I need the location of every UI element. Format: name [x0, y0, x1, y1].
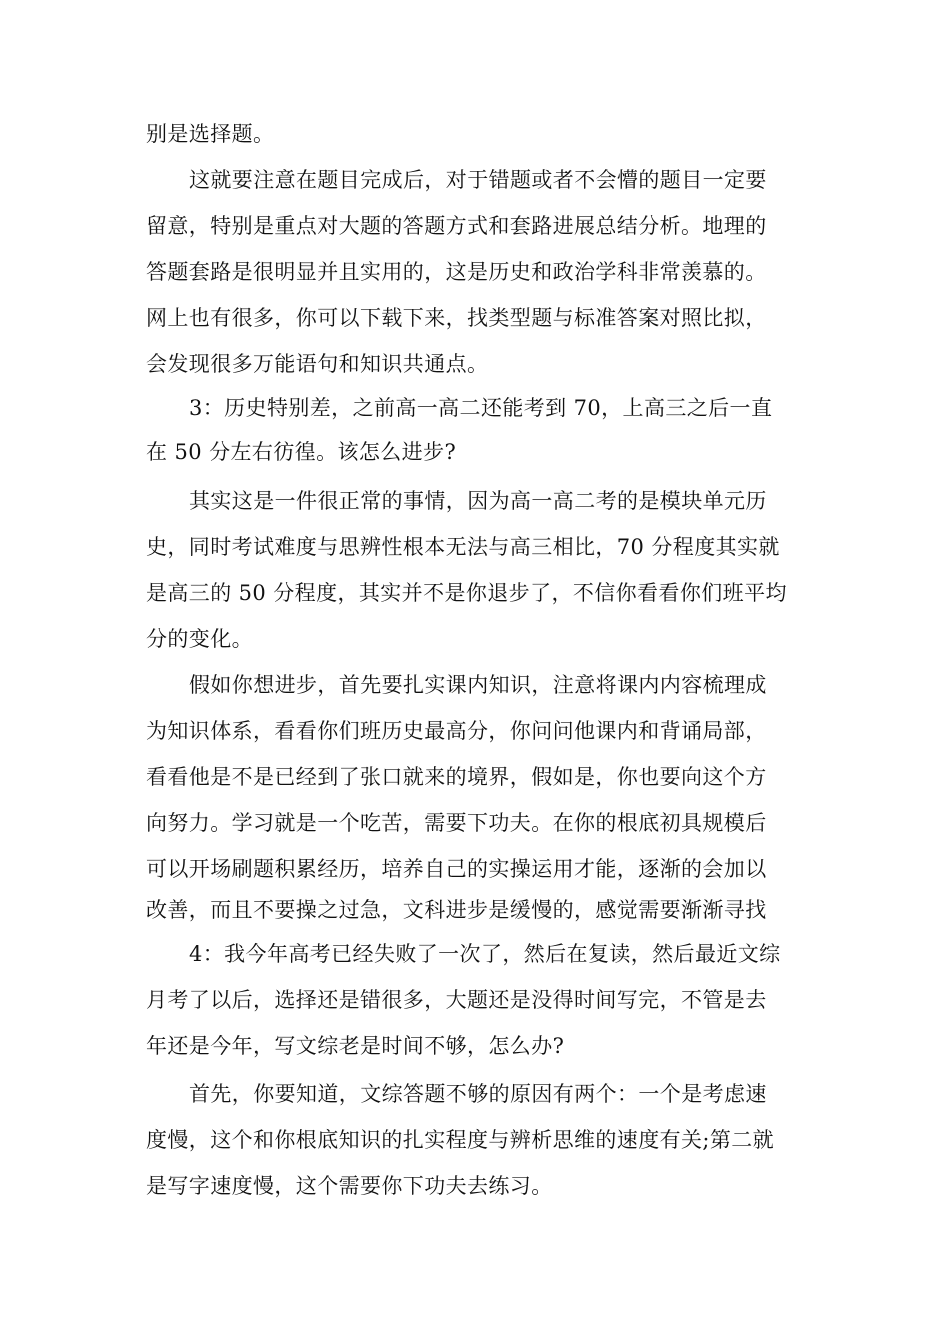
text-line: 史，同时考试难度与思辨性根本无法与高三相比，70 分程度其实就 — [146, 535, 780, 559]
text-line: 答题套路是很明显并且实用的，这是历史和政治学科非常羡慕的。 — [146, 260, 767, 284]
text-line: 度慢，这个和你根底知识的扎实程度与辨析思维的速度有关;第二就 — [146, 1128, 775, 1152]
text-line: 会发现很多万能语句和知识共通点。 — [146, 352, 489, 376]
text-line: 留意，特别是重点对大题的答题方式和套路进展总结分析。地理的 — [146, 214, 767, 238]
text-line: 改善，而且不要操之过急，文科进步是缓慢的，感觉需要渐渐寻找 — [146, 898, 767, 922]
text-line: 分的变化。 — [146, 627, 253, 651]
question-4-first-line: 4：我今年高考已经失败了一次了，然后在复读，然后最近文综 — [189, 942, 781, 966]
text-line: 年还是今年，写文综老是时间不够，怎么办? — [146, 1034, 565, 1058]
text-line: 是写字速度慢，这个需要你下功夫去练习。 — [146, 1174, 553, 1198]
paragraph-first-line: 假如你想进步，首先要扎实课内知识，注意将课内内容梳理成 — [189, 673, 767, 697]
text-line: 别是选择题。 — [146, 122, 275, 146]
text-line: 可以开场刷题积累经历，培养自己的实操运用才能，逐渐的会加以 — [146, 857, 767, 881]
text-line: 向努力。学习就是一个吃苦，需要下功夫。在你的根底初具规模后 — [146, 811, 767, 835]
text-line: 看看他是不是已经到了张口就来的境界，假如是，你也要向这个方 — [146, 765, 767, 789]
paragraph-first-line: 其实这是一件很正常的事情，因为高一高二考的是模块单元历 — [189, 489, 767, 513]
text-line: 月考了以后，选择还是错很多，大题还是没得时间写完，不管是去 — [146, 988, 767, 1012]
paragraph-first-line: 这就要注意在题目完成后，对于错题或者不会懵的题目一定要 — [189, 168, 767, 192]
text-line: 在 50 分左右彷徨。该怎么进步? — [146, 440, 457, 464]
question-3-first-line: 3：历史特别差，之前高一高二还能考到 70，上高三之后一直 — [189, 396, 773, 420]
text-line: 是高三的 50 分程度，其实并不是你退步了，不信你看看你们班平均 — [146, 581, 787, 605]
paragraph-first-line: 首先，你要知道，文综答题不够的原因有两个：一个是考虑速 — [189, 1082, 767, 1106]
text-line: 网上也有很多，你可以下载下来，找类型题与标准答案对照比拟， — [146, 306, 767, 330]
text-line: 为知识体系，看看你们班历史最高分，你问问他课内和背诵局部， — [146, 719, 767, 743]
